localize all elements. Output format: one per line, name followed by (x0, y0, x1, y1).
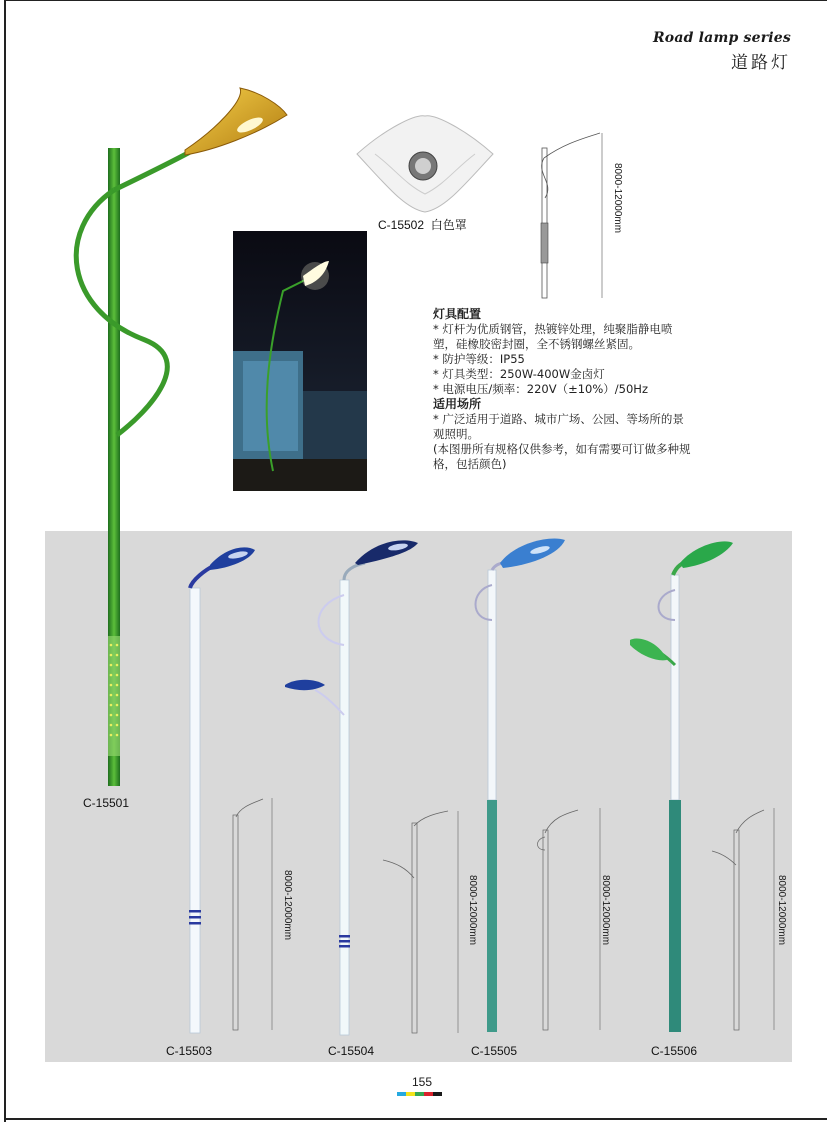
dimension-c15504: 8000-12000mm (467, 875, 478, 946)
dimension-c15506: 8000-12000mm (776, 875, 787, 946)
lamp-c15503-line-drawing (228, 795, 278, 1035)
lamp-c15504-line-drawing (378, 808, 468, 1038)
caption-c15505: C-15505 (471, 1044, 518, 1058)
spec-line-3: * 灯具类型：250W-400W金卤灯 (433, 367, 605, 381)
spec-line-6: (本图册所有规格仅供参考，如有需要可订做多种规格，包括颜色) (433, 442, 691, 471)
caption-c15502-code: C-15502 (378, 218, 425, 232)
swatch-cyan (397, 1092, 406, 1096)
page-frame-bottom (4, 1118, 827, 1120)
swatch-green (415, 1092, 424, 1096)
dimension-c15502: 8000-12000mm (612, 163, 623, 234)
caption-c15501: C-15501 (83, 796, 130, 810)
lamp-c15502-white-shade (355, 114, 495, 214)
color-swatch-bar (397, 1092, 442, 1096)
caption-c15502-note: 白色罩 (430, 218, 467, 232)
page-number: 155 (412, 1075, 433, 1089)
spec-line-2: * 防护等级：IP55 (433, 352, 525, 366)
swatch-black (433, 1092, 442, 1096)
caption-c15503: C-15503 (166, 1044, 213, 1058)
swatch-red (424, 1092, 433, 1096)
series-title-cn: 道路灯 (731, 53, 791, 73)
dimension-c15503: 8000-12000mm (282, 870, 293, 941)
swatch-yellow (406, 1092, 415, 1096)
spec-block (433, 307, 693, 472)
dimension-c15505: 8000-12000mm (600, 875, 611, 946)
caption-c15506: C-15506 (651, 1044, 698, 1058)
spec-line-5: * 广泛适用于道路、城市广场、公园、等场所的景观照明。 (433, 412, 684, 441)
lamp-c15502-line-drawing (530, 128, 610, 303)
spec-line-4: * 电源电压/频率：220V（±10%）/50Hz (433, 382, 648, 396)
caption-c15504: C-15504 (328, 1044, 375, 1058)
spec-config-title: 灯具配置 (433, 307, 482, 321)
night-scene-photo (233, 231, 367, 491)
page-frame-top (4, 0, 827, 1)
series-title-en: Road lamp series (652, 30, 791, 46)
spec-usage-title: 适用场所 (433, 397, 482, 411)
spec-line-1: * 灯杆为优质钢管，热镀锌处理，纯聚脂静电喷塑，硅橡胶密封圈，全不锈钢螺丝紧固。 (433, 322, 673, 351)
caption-c15502 (378, 216, 467, 233)
page-frame-left (4, 0, 6, 1122)
